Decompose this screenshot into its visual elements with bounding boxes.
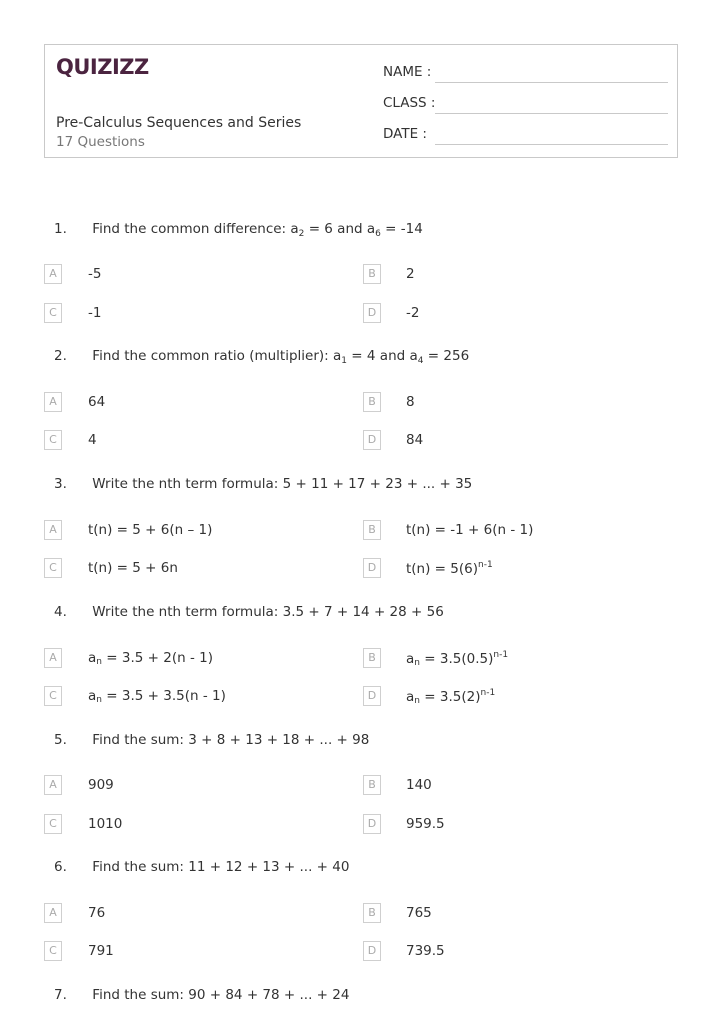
option-b[interactable]: 765: [406, 905, 432, 921]
class-line: [435, 113, 668, 114]
option-letter-a[interactable]: A: [44, 903, 62, 923]
date-line: [435, 144, 668, 145]
option-d[interactable]: $t(n) = 5(6)^{n-1}$: [406, 560, 493, 577]
option-letter-c[interactable]: C: [44, 686, 62, 706]
question-text: Find the sum: 11 + 12 + 13 + ... + 40: [92, 859, 350, 875]
class-field[interactable]: [383, 95, 435, 111]
option-d[interactable]: 739.5: [406, 943, 445, 959]
option-letter-c[interactable]: C: [44, 303, 62, 323]
option-letter-d[interactable]: D: [363, 430, 381, 450]
question-number: 6.: [54, 859, 67, 875]
option-letter-b[interactable]: B: [363, 903, 381, 923]
question-text: Find the common difference: $a_2 = 6$ and $a_6 = -14$: [92, 221, 423, 239]
option-b[interactable]: 8: [406, 394, 415, 410]
option-a[interactable]: -5: [88, 266, 102, 282]
class-label: CLASS :: [383, 95, 436, 111]
option-letter-b[interactable]: B: [363, 264, 381, 284]
question-number: 3.: [54, 476, 67, 492]
option-letter-b[interactable]: B: [363, 648, 381, 668]
question-6: [54, 859, 349, 875]
date-label: DATE :: [383, 126, 427, 142]
question-text: Find the sum: 3 + 8 + 13 + 18 + ... + 98: [92, 732, 370, 748]
option-letter-c[interactable]: C: [44, 430, 62, 450]
question-4: [54, 604, 444, 620]
question-7: [54, 987, 349, 1003]
question-number: 1.: [54, 221, 67, 237]
question-number: 2.: [54, 348, 67, 364]
worksheet-title: Pre-Calculus Sequences and Series: [56, 115, 302, 131]
name-line: [435, 82, 668, 83]
option-letter-a[interactable]: A: [44, 392, 62, 412]
question-text: Find the common ratio (multiplier): $a_1 = 4$ and $a_4 = 256$: [92, 348, 470, 366]
option-letter-b[interactable]: B: [363, 775, 381, 795]
option-a[interactable]: 76: [88, 905, 106, 921]
option-letter-d[interactable]: D: [363, 814, 381, 834]
option-a[interactable]: 909: [88, 777, 114, 793]
option-b[interactable]: 140: [406, 777, 432, 793]
question-2: [54, 348, 469, 366]
question-1: [54, 221, 423, 239]
option-letter-d[interactable]: D: [363, 558, 381, 578]
option-b[interactable]: t(n) = -1 + 6(n - 1): [406, 522, 534, 538]
option-b[interactable]: $a_n = 3.5(0.5)^{n-1}$: [406, 650, 509, 668]
option-letter-a[interactable]: A: [44, 775, 62, 795]
question-count: 17 Questions: [56, 134, 145, 150]
option-letter-a[interactable]: A: [44, 648, 62, 668]
option-d[interactable]: -2: [406, 305, 420, 321]
question-3: [54, 476, 472, 492]
option-letter-d[interactable]: D: [363, 303, 381, 323]
question-text: Write the nth term formula: 5 + 11 + 17 + 23 + ... + 35: [92, 476, 473, 492]
question-5: [54, 732, 369, 748]
question-number: 5.: [54, 732, 67, 748]
option-c[interactable]: -1: [88, 305, 102, 321]
option-letter-c[interactable]: C: [44, 814, 62, 834]
option-letter-a[interactable]: A: [44, 264, 62, 284]
option-letter-d[interactable]: D: [363, 686, 381, 706]
option-a[interactable]: $a_n = 3.5 + 2(n - 1)$: [88, 650, 213, 667]
option-letter-b[interactable]: B: [363, 520, 381, 540]
question-number: 7.: [54, 987, 67, 1003]
option-c[interactable]: $a_n = 3.5 + 3.5(n - 1)$: [88, 688, 226, 705]
option-a[interactable]: t(n) = 5 + 6(n – 1): [88, 522, 213, 538]
option-c[interactable]: t(n) = 5 + 6n: [88, 560, 178, 576]
question-text: Find the sum: 90 + 84 + 78 + ... + 24: [92, 987, 350, 1003]
option-letter-c[interactable]: C: [44, 558, 62, 578]
option-b[interactable]: 2: [406, 266, 415, 282]
option-letter-d[interactable]: D: [363, 941, 381, 961]
option-letter-c[interactable]: C: [44, 941, 62, 961]
question-text: Write the nth term formula: 3.5 + 7 + 14 + 28 + 56: [92, 604, 444, 620]
option-c[interactable]: 4: [88, 432, 97, 448]
option-letter-b[interactable]: B: [363, 392, 381, 412]
name-label: NAME :: [383, 64, 432, 80]
date-field[interactable]: [383, 126, 427, 142]
option-d[interactable]: 959.5: [406, 816, 445, 832]
name-field[interactable]: [383, 64, 431, 80]
option-letter-a[interactable]: A: [44, 520, 62, 540]
worksheet-header: [44, 44, 678, 158]
question-number: 4.: [54, 604, 67, 620]
option-d[interactable]: $a_n = 3.5(2)^{n-1}$: [406, 688, 496, 706]
option-d[interactable]: 84: [406, 432, 424, 448]
option-a[interactable]: 64: [88, 394, 106, 410]
option-c[interactable]: 791: [88, 943, 114, 959]
option-c[interactable]: 1010: [88, 816, 123, 832]
quizizz-logo: QUIZIZZ: [56, 55, 149, 79]
